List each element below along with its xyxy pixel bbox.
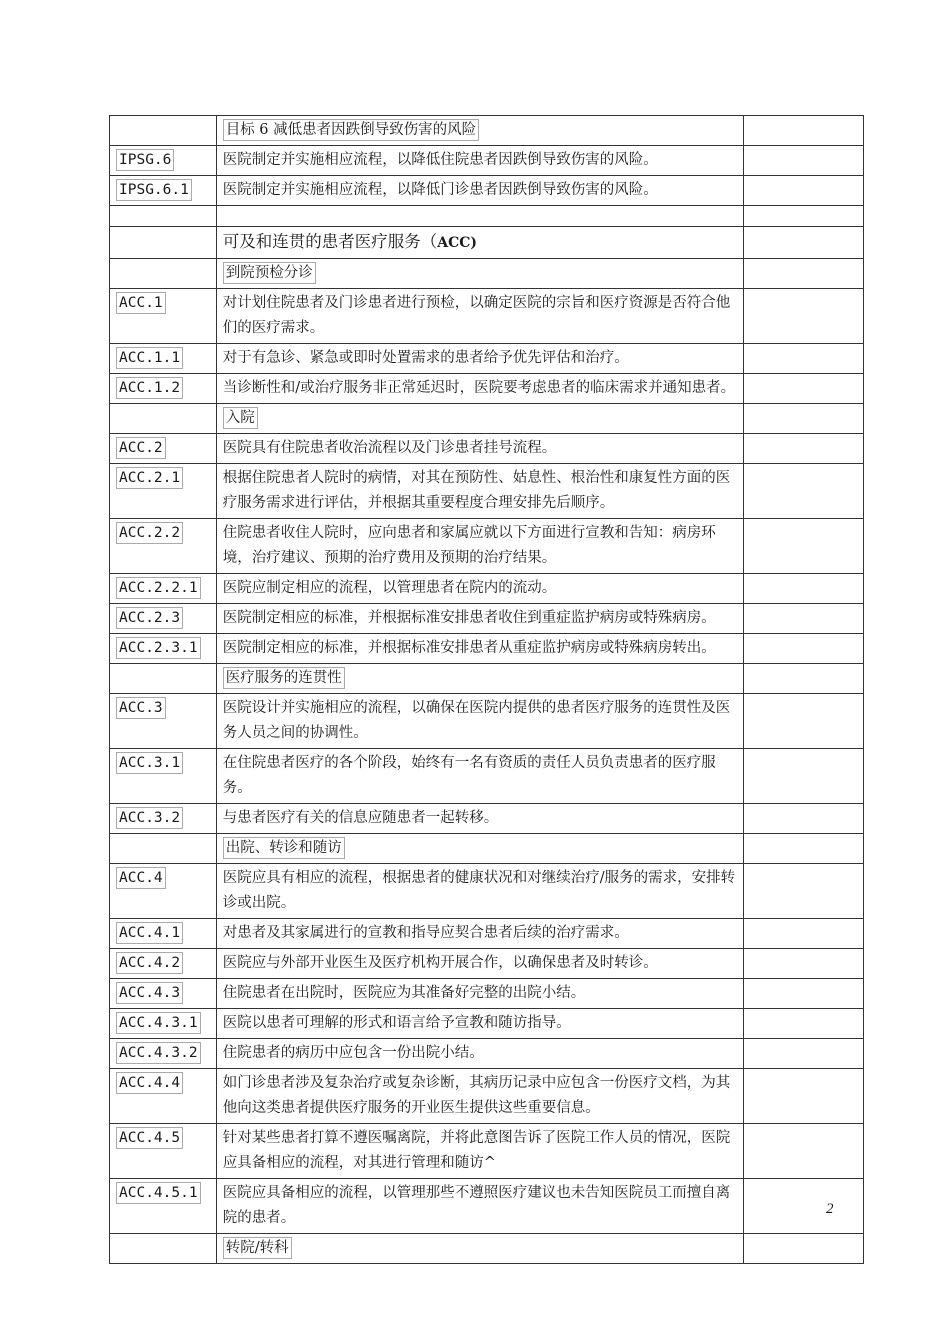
standard-text-cell [216, 604, 743, 634]
standard-text-cell [216, 289, 743, 344]
remarks-cell [744, 949, 864, 979]
remarks-cell [744, 404, 864, 434]
table-row [110, 259, 864, 289]
standard-description: 医院以患者可理解的形式和语言给予宣教和随访指导。 [222, 1015, 571, 1031]
table-row [110, 834, 864, 864]
standard-description: 医院应具备相应的流程，以管理那些不遵照医疗建议也未告知医院员工而擅自离院的患者。 [222, 1185, 731, 1226]
standard-code-cell [110, 864, 217, 919]
standard-description: 医院制定相应的标准，并根据标准安排患者收住到重症监护病房或特殊病房。 [222, 610, 716, 626]
standard-code-cell [110, 604, 217, 634]
standard-code-cell [110, 949, 217, 979]
standard-description: 如门诊患者涉及复杂治疗或复杂诊断，其病历记录中应包含一份医疗文档，为其他向这类患者提供医疗服务的开业医生提供这些重要信息。 [222, 1075, 731, 1116]
table-row [110, 146, 864, 176]
standard-code-cell [110, 664, 217, 694]
standard-code: ACC.4 [116, 867, 166, 889]
table-row [110, 1039, 864, 1069]
standard-code: ACC.4.1 [116, 922, 183, 944]
table-row [110, 804, 864, 834]
table-row [110, 864, 864, 919]
standard-text-cell [216, 116, 743, 146]
table-row [110, 604, 864, 634]
remarks-cell [744, 259, 864, 289]
standards-table-body [110, 116, 864, 1264]
standard-code: ACC.2.2 [116, 522, 183, 544]
standard-code: ACC.3.1 [116, 752, 183, 774]
standard-text-cell [216, 949, 743, 979]
table-row [110, 404, 864, 434]
remarks-cell [744, 749, 864, 804]
standard-code: ACC.4.5 [116, 1127, 183, 1149]
standard-code-cell [110, 1124, 217, 1179]
standard-text-cell [216, 146, 743, 176]
table-row [110, 979, 864, 1009]
section-heading: 医疗服务的连贯性 [223, 667, 345, 689]
table-row [110, 634, 864, 664]
standard-code: ACC.1 [116, 292, 166, 314]
standard-code-cell [110, 574, 217, 604]
table-row [110, 574, 864, 604]
standard-code: ACC.3.2 [116, 807, 183, 829]
remarks-cell [744, 804, 864, 834]
standard-description: 医院应具有相应的流程，根据患者的健康状况和对继续治疗/服务的需求，安排转诊或出院。 [222, 870, 736, 911]
remarks-cell [744, 464, 864, 519]
standard-code: IPSG.6.1 [116, 179, 192, 201]
table-row [110, 176, 864, 206]
standard-description: 医院应与外部开业医生及医疗机构开展合作，以确保患者及时转诊。 [222, 955, 658, 971]
standard-text-cell [216, 464, 743, 519]
standard-description: 针对某些患者打算不遵医嘱离院，并将此意图告诉了医院工作人员的情况，医院应具备相应的流程，对其进行管理和随访^ [222, 1130, 731, 1171]
remarks-cell [744, 664, 864, 694]
standard-text-cell [216, 434, 743, 464]
remarks-cell [744, 1124, 864, 1179]
chapter-abbreviation: ACC) [437, 235, 477, 251]
table-row [110, 116, 864, 146]
standard-text-cell [216, 519, 743, 574]
standard-code: ACC.1.2 [116, 377, 183, 399]
standard-code-cell [110, 404, 217, 434]
remarks-cell [744, 344, 864, 374]
table-row [110, 434, 864, 464]
standard-description: 当诊断性和/或治疗服务非正常延迟时，医院要考虑患者的临床需求并通知患者。 [222, 380, 736, 396]
table-row [110, 374, 864, 404]
standard-code: IPSG.6 [116, 149, 174, 171]
standard-code-cell [110, 206, 217, 227]
standard-text-cell [216, 1234, 743, 1264]
standard-description: 住院患者的病历中应包含一份出院小结。 [222, 1045, 484, 1061]
standard-code-cell [110, 919, 217, 949]
section-heading: 转院/转科 [223, 1237, 292, 1259]
standard-code-cell [110, 464, 217, 519]
remarks-cell [744, 1234, 864, 1264]
remarks-cell [744, 116, 864, 146]
standard-description: 对于有急诊、紧急或即时处置需求的患者给予优先评估和治疗。 [222, 350, 629, 366]
remarks-cell [744, 227, 864, 259]
standard-description: 医院制定并实施相应流程，以降低门诊患者因跌倒导致伤害的风险。 [222, 182, 658, 198]
standard-description: 对计划住院患者及门诊患者进行预检，以确定医院的宗旨和医疗资源是否符合他们的医疗需求。 [222, 295, 731, 336]
table-row [110, 1124, 864, 1179]
standard-text-cell [216, 1124, 743, 1179]
standard-code-cell [110, 344, 217, 374]
remarks-cell [744, 864, 864, 919]
remarks-cell [744, 374, 864, 404]
standard-text-cell [216, 979, 743, 1009]
remarks-cell [744, 434, 864, 464]
table-row [110, 749, 864, 804]
standard-text-cell [216, 1069, 743, 1124]
table-row [110, 664, 864, 694]
standard-code-cell [110, 227, 217, 259]
standard-text-cell [216, 804, 743, 834]
remarks-cell [744, 289, 864, 344]
remarks-cell [744, 176, 864, 206]
remarks-cell [744, 1069, 864, 1124]
standard-text-cell [216, 1009, 743, 1039]
standard-text-cell [216, 176, 743, 206]
chapter-title: 可及和连贯的患者医疗服务（ [222, 232, 438, 251]
standard-code: ACC.2.1 [116, 467, 183, 489]
standard-code: ACC.4.4 [116, 1072, 183, 1094]
page-number: 2 [826, 1201, 834, 1217]
table-row [110, 949, 864, 979]
standard-description: 对患者及其家属进行的宣教和指导应契合患者后续的治疗需求。 [222, 925, 629, 941]
standard-code-cell [110, 979, 217, 1009]
table-row [110, 919, 864, 949]
table-row [110, 1179, 864, 1234]
standard-description: 医院具有住院患者收治流程以及门诊患者挂号流程。 [222, 440, 557, 456]
remarks-cell [744, 519, 864, 574]
remarks-cell [744, 1039, 864, 1069]
standard-code: ACC.4.3.2 [116, 1042, 201, 1064]
section-heading: 目标 6 减低患者因跌倒导致伤害的风险 [223, 119, 479, 141]
standard-text-cell [216, 344, 743, 374]
standard-description: 与患者医疗有关的信息应随患者一起转移。 [222, 810, 499, 826]
standard-code-cell [110, 259, 217, 289]
section-heading: 到院预检分诊 [223, 262, 316, 284]
remarks-cell [744, 979, 864, 1009]
standard-description: 住院患者收住人院时，应向患者和家属应就以下方面进行宣教和告知：病房环境，治疗建议、预期的治疗费用及预期的治疗结果。 [222, 525, 716, 566]
standard-text-cell [216, 574, 743, 604]
remarks-cell [744, 206, 864, 227]
standard-description: 在住院患者医疗的各个阶段，始终有一名有资质的责任人员负责患者的医疗服务。 [222, 755, 716, 796]
standard-text-cell [216, 864, 743, 919]
standard-text-cell [216, 374, 743, 404]
table-row [110, 344, 864, 374]
standard-code: ACC.4.3.1 [116, 1012, 201, 1034]
standard-description: 医院制定相应的标准，并根据标准安排患者从重症监护病房或特殊病房转出。 [222, 640, 716, 656]
standard-code-cell [110, 694, 217, 749]
remarks-cell [744, 919, 864, 949]
table-row [110, 694, 864, 749]
standard-text-cell [216, 919, 743, 949]
remarks-cell [744, 604, 864, 634]
standard-text-cell [216, 1039, 743, 1069]
standards-table [109, 115, 864, 1264]
standard-text-cell [216, 749, 743, 804]
standard-description: 医院应制定相应的流程，以管理患者在院内的流动。 [222, 580, 557, 596]
standard-text-cell [216, 404, 743, 434]
standard-code: ACC.4.5.1 [116, 1182, 201, 1204]
standard-code: ACC.1.1 [116, 347, 183, 369]
section-heading: 出院、转诊和随访 [223, 837, 345, 859]
table-row [110, 1009, 864, 1039]
remarks-cell [744, 1009, 864, 1039]
standard-description: 医院设计并实施相应的流程，以确保在医院内提供的患者医疗服务的连贯性及医务人员之间的协调性。 [222, 700, 731, 741]
standard-code: ACC.2.3 [116, 607, 183, 629]
standard-code-cell [110, 634, 217, 664]
standard-code: ACC.2.3.1 [116, 637, 201, 659]
standard-text-cell [216, 694, 743, 749]
standard-code-cell [110, 1234, 217, 1264]
standard-code: ACC.2 [116, 437, 166, 459]
standard-code-cell [110, 116, 217, 146]
remarks-cell [744, 634, 864, 664]
remarks-cell [744, 574, 864, 604]
remarks-cell [744, 834, 864, 864]
standard-text-cell [216, 1179, 743, 1234]
standard-code-cell [110, 749, 217, 804]
standard-code-cell [110, 289, 217, 344]
standard-description: 住院患者在出院时，医院应为其准备好完整的出院小结。 [222, 985, 586, 1001]
remarks-cell [744, 1179, 864, 1234]
standard-code: ACC.4.2 [116, 952, 183, 974]
standard-text-cell [216, 634, 743, 664]
remarks-cell [744, 146, 864, 176]
table-row [110, 1234, 864, 1264]
standard-text-cell [216, 664, 743, 694]
standard-code: ACC.3 [116, 697, 166, 719]
standard-code: ACC.4.3 [116, 982, 183, 1004]
table-row [110, 206, 864, 227]
section-heading: 入院 [223, 407, 258, 429]
standard-code-cell [110, 519, 217, 574]
remarks-cell [744, 694, 864, 749]
standard-code-cell [110, 434, 217, 464]
standard-code-cell [110, 1179, 217, 1234]
standard-text-cell [216, 834, 743, 864]
standard-text-cell [216, 227, 743, 259]
standard-code-cell [110, 146, 217, 176]
table-row [110, 519, 864, 574]
standard-code-cell [110, 834, 217, 864]
standard-description: 医院制定并实施相应流程，以降低住院患者因跌倒导致伤害的风险。 [222, 152, 658, 168]
standard-code-cell [110, 804, 217, 834]
table-row [110, 1069, 864, 1124]
standard-code: ACC.2.2.1 [116, 577, 201, 599]
standard-code-cell [110, 176, 217, 206]
table-row [110, 227, 864, 259]
standard-code-cell [110, 374, 217, 404]
standard-code-cell [110, 1039, 217, 1069]
table-row [110, 464, 864, 519]
standard-text-cell [216, 259, 743, 289]
standard-description: 根据住院患者人院时的病情，对其在预防性、姑息性、根治性和康复性方面的医疗服务需求进行评估，并根据其重要程度合理安排先后顺序。 [222, 470, 731, 511]
standard-code-cell [110, 1069, 217, 1124]
standard-code-cell [110, 1009, 217, 1039]
table-row [110, 289, 864, 344]
standard-text-cell [216, 206, 743, 227]
